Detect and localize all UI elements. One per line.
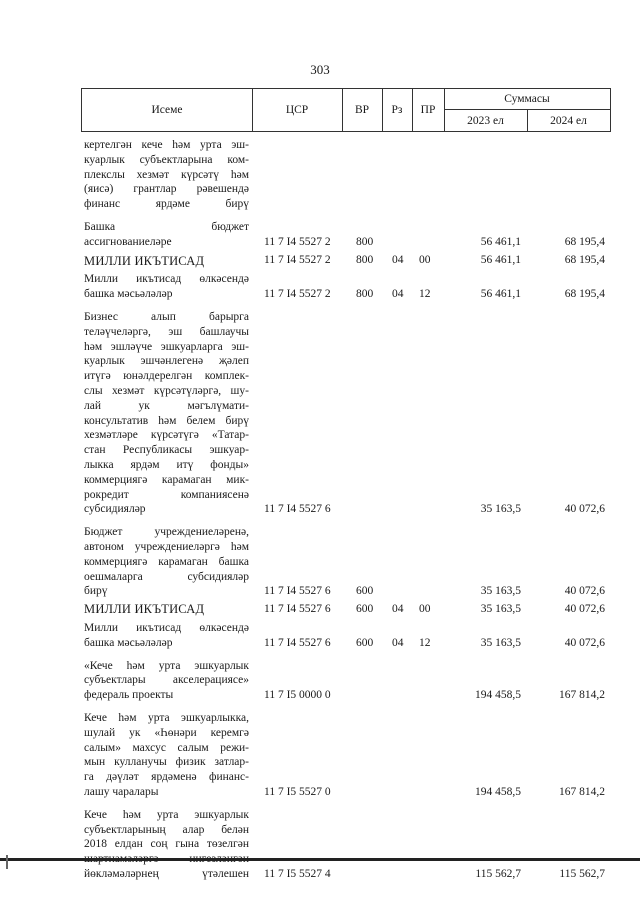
row-sum-2024: 115 562,7 [559,867,605,880]
row-vr-code: 800 [356,254,374,267]
row-rz-code: 04 [392,287,404,300]
row-name-line: финанс ярдәме бирү [84,198,249,211]
row-sum-2024: 68 195,4 [564,254,605,267]
row-sum-2024: 68 195,4 [564,287,605,300]
row-name-line: теләүчеләргә, эш башлаучы [84,325,249,338]
page-bottom-border [0,858,640,861]
row-pr-code: 12 [419,636,431,649]
row-name-line: хезмәтләре күрсәтүгә «Татар- [84,429,249,442]
row-name-line: стан Республикасы эшкуар- [84,444,249,457]
page-number: 303 [310,62,330,77]
table-row [81,220,611,250]
row-csr-code: 11 7 I4 5527 2 [264,235,331,248]
table-row [81,254,611,269]
table-row [81,621,611,651]
header-year-2024: 2024 ел [550,114,587,127]
row-sum-2024: 40 072,6 [564,602,605,615]
row-name [84,254,249,269]
row-sum-2023: 35 163,5 [480,636,521,649]
row-rz-code: 04 [392,602,404,615]
row-name [84,659,249,703]
row-csr-code: 11 7 I4 5527 6 [264,503,331,516]
row-name-line: федераль проекты [84,689,174,702]
row-rz-code: 04 [392,636,404,649]
row-name [84,808,249,882]
row-name-line: куарлык субъектларына ком- [84,153,249,166]
row-name [84,272,249,302]
row-pr-code: 12 [419,287,431,300]
row-name-line: слы хезмәт күрсәтүләргә, шу- [84,384,249,397]
row-sum-2024: 68 195,4 [564,235,605,248]
budget-table [81,88,611,882]
row-name [84,525,249,599]
row-csr-code: 11 7 I4 5527 6 [264,585,331,598]
table-header [81,88,611,132]
row-name-line: башка мәсьәләләр [84,636,173,649]
row-sum-2024: 167 814,2 [559,688,605,701]
row-sum-2024: 40 072,6 [564,503,605,516]
row-name-line: коммерциягә карамаган башка [84,555,249,568]
row-name-line: ассигнованиеләре [84,235,172,248]
row-name [84,711,249,800]
row-sum-2023: 56 461,1 [480,254,521,267]
table-row [81,808,611,882]
table-row [81,602,611,617]
row-sum-2023: 35 163,5 [480,503,521,516]
row-name-line: лай ук мәгълүмати- [84,399,249,412]
row-name-line: Бизнес алып барырга [84,310,249,323]
table-row [81,525,611,599]
row-name-line: МИЛЛИ ИКЪТИСАД [84,602,205,617]
row-name [84,310,249,517]
row-sum-2023: 56 461,1 [480,235,521,248]
row-csr-code: 11 7 I4 5527 2 [264,287,331,300]
row-name-line: Милли икътисад өлкәсендә [84,273,249,286]
row-vr-code: 600 [356,585,374,598]
row-name-line: «Кече һәм урта эшкуарлык [84,659,249,672]
table-row [81,711,611,800]
header-year-2023: 2023 ел [467,114,504,127]
row-name-line: 2018 елдан соң гына төзелгән [84,838,249,851]
row-csr-code: 11 7 I4 5527 2 [264,254,331,267]
row-name-line: йөкләмәләрнең үтәлешен [84,867,249,880]
row-csr-code: 11 7 I5 5527 0 [264,785,331,798]
row-name-line: коммерциягә карамаган мик- [84,473,249,486]
row-name-line: Бюджет учреждениеләренә, [84,526,249,539]
row-name-line: Кече һәм урта эшкуарлык [84,808,249,821]
row-name-line: субсидияләр [84,503,146,516]
row-csr-code: 11 7 I5 0000 0 [264,688,331,701]
row-name-line: мын кулланучы физик затлар- [84,756,249,769]
row-name-line: куарлык эшчәнлегенә җәлеп [84,355,249,368]
row-name-line: МИЛЛИ ИКЪТИСАД [84,253,205,268]
row-csr-code: 11 7 I5 5527 4 [264,867,331,880]
table-row [81,659,611,703]
row-name-line: һәм эшләүче эшкуарларга эш- [84,340,249,353]
row-sum-2024: 40 072,6 [564,585,605,598]
row-name [84,602,249,617]
table-row [81,310,611,517]
row-vr-code: 800 [356,235,374,248]
row-sum-2024: 167 814,2 [559,785,605,798]
row-name-line: шулай ук «Һөнәри керемгә [84,726,249,739]
row-sum-2023: 56 461,1 [480,287,521,300]
row-sum-2024: 40 072,6 [564,636,605,649]
row-name-line: Кече һәм урта эшкуарлыкка, [84,711,249,724]
header-rz: Рз [391,104,403,116]
row-name-line: субъектлары акселерациясе» [84,674,249,687]
row-sum-2023: 194 458,5 [475,688,521,701]
table-row [81,272,611,302]
row-sum-2023: 35 163,5 [480,602,521,615]
row-name-line: рокредит компаниясенә [84,488,249,501]
header-vr: ВР [354,104,370,116]
row-name-line: Башка бюджет [84,221,249,233]
row-name-line: салым» махсус салым режи- [84,741,249,754]
header-name: Исеме [151,104,183,116]
scan-edge-mark [6,855,8,869]
row-csr-code: 11 7 I4 5527 6 [264,602,331,615]
row-pr-code: 00 [419,602,431,615]
row-name-line: Милли икътисад өлкәсендә [84,621,249,634]
row-name-line: (яисә) грантлар рәвешендә [84,183,249,196]
row-name-line: кертелгән кече һәм урта эш- [84,139,249,151]
row-name [84,621,249,651]
header-sums: Суммасы [504,93,550,105]
row-rz-code: 04 [392,254,404,267]
header-csr: ЦСР [285,104,309,116]
row-vr-code: 600 [356,602,374,615]
table-body [81,138,611,882]
row-name-line: лыкка ярдәм итү фонды» [84,458,249,471]
row-vr-code: 600 [356,636,374,649]
row-name-line: автоном учреждениеләргә һәм [84,540,249,553]
row-name-line: субъектларының алар белән [84,823,249,836]
row-name-line: плекслы хезмәт күрсәтү һәм [84,168,249,181]
row-name-line: башка мәсьәләләр [84,288,173,301]
row-name [84,138,249,212]
row-name-line: бирү [84,585,108,598]
row-pr-code: 00 [419,254,431,267]
row-sum-2023: 35 163,5 [480,585,521,598]
row-sum-2023: 194 458,5 [475,785,521,798]
table-row [81,138,611,212]
row-name-line: лашу чаралары [84,785,159,798]
header-pr: ПР [420,104,436,116]
row-name-line: га дәүләт ярдәменә финанс- [84,771,249,784]
row-name-line: оешмаларга субсидияләр [84,570,249,583]
row-sum-2023: 115 562,7 [475,867,521,880]
row-name-line: итүгә юнәлдерелгән комплек- [84,370,249,383]
row-name-line: консультатив һәм белем бирү [84,414,249,427]
row-vr-code: 800 [356,287,374,300]
row-name [84,220,249,250]
row-csr-code: 11 7 I4 5527 6 [264,636,331,649]
